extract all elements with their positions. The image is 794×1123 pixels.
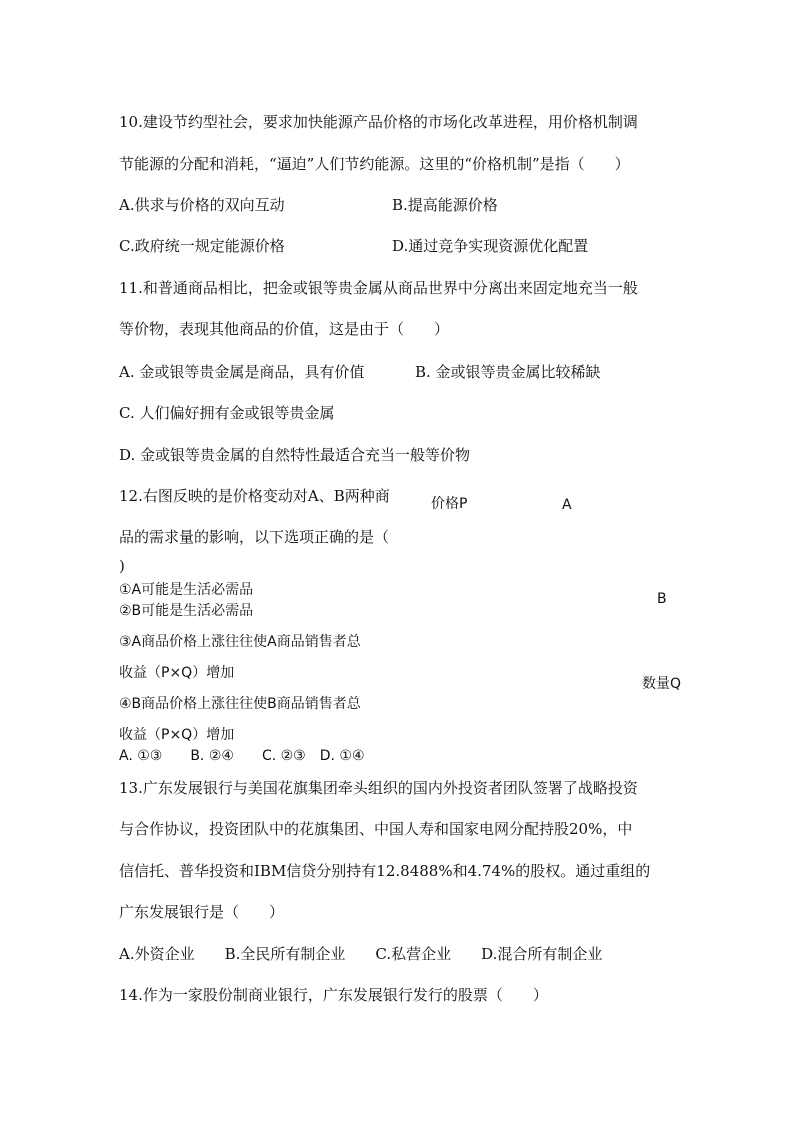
- chart-x-axis-label: 数量Q: [642, 676, 682, 692]
- q12-stem-line1: 12.右图反映的是价格变动对A、B两种商: [119, 487, 390, 505]
- q10-stem-line2: 节能源的分配和消耗，“逼迫”人们节约能源。这里的“价格机制”是指（ ）: [119, 155, 630, 173]
- q11-option-c: C. 人们偏好拥有金或银等贵金属: [119, 404, 335, 422]
- q12-item-4-line1: ④B商品价格上涨往往使B商品销售者总: [119, 696, 361, 712]
- q12-item-4-line2: 收益（P×Q）增加: [119, 727, 235, 743]
- q10-stem-line1: 10.建设节约型社会，要求加快能源产品价格的市场化改革进程，用价格机制调: [119, 113, 638, 131]
- q13-stem-line3: 信信托、普华投资和IBM信贷分别持有12.8488%和4.74%的股权。通过重组的: [119, 862, 651, 880]
- q10-option-d: D.通过竞争实现资源优化配置: [392, 237, 589, 255]
- q11-stem-line1: 11.和普通商品相比，把金或银等贵金属从商品世界中分离出来固定地充当一般: [119, 279, 638, 297]
- q12-item-3-line1: ③A商品价格上涨往往使A商品销售者总: [119, 634, 361, 650]
- q11-option-a: A. 金或银等贵金属是商品，具有价值: [119, 363, 365, 381]
- q13-stem-line2: 与合作协议，投资团队中的花旗集团、中国人寿和国家电网分配持股20%，中: [119, 820, 633, 838]
- q11-option-d: D. 金或银等贵金属的自然特性最适合充当一般等价物: [119, 446, 471, 464]
- q14-stem-line1: 14.作为一家股份制商业银行，广东发展银行发行的股票（ ）: [119, 986, 548, 1004]
- q12-stem-line2: 品的需求量的影响，以下选项正确的是（: [119, 528, 390, 546]
- q12-stem-line3: ): [119, 557, 125, 575]
- q12-item-2: ②B可能是生活必需品: [119, 603, 254, 619]
- q11-stem-line2: 等价物，表现其他商品的价值，这是由于（ ）: [119, 320, 450, 338]
- chart-y-axis-label: 价格P: [431, 496, 468, 512]
- chart-series-b-label: B: [657, 591, 667, 607]
- q10-option-a: A.供求与价格的双向互动: [119, 196, 285, 214]
- q12-options: A. ①③ B. ②④ C. ②③ D. ①④: [119, 748, 365, 764]
- q13-options: A.外资企业 B.全民所有制企业 C.私营企业 D.混合所有制企业: [119, 945, 603, 963]
- chart-series-a-label: A: [562, 497, 572, 513]
- q13-stem-line1: 13.广东发展银行与美国花旗集团牵头组织的国内外投资者团队签署了战略投资: [119, 779, 638, 797]
- q12-item-1: ①A可能是生活必需品: [119, 582, 254, 598]
- q12-item-3-line2: 收益（P×Q）增加: [119, 665, 235, 681]
- q10-option-b: B.提高能源价格: [392, 196, 498, 214]
- q11-option-b: B. 金或银等贵金属比较稀缺: [415, 363, 601, 381]
- q13-stem-line4: 广东发展银行是（ ）: [119, 903, 285, 921]
- q10-option-c: C.政府统一规定能源价格: [119, 237, 285, 255]
